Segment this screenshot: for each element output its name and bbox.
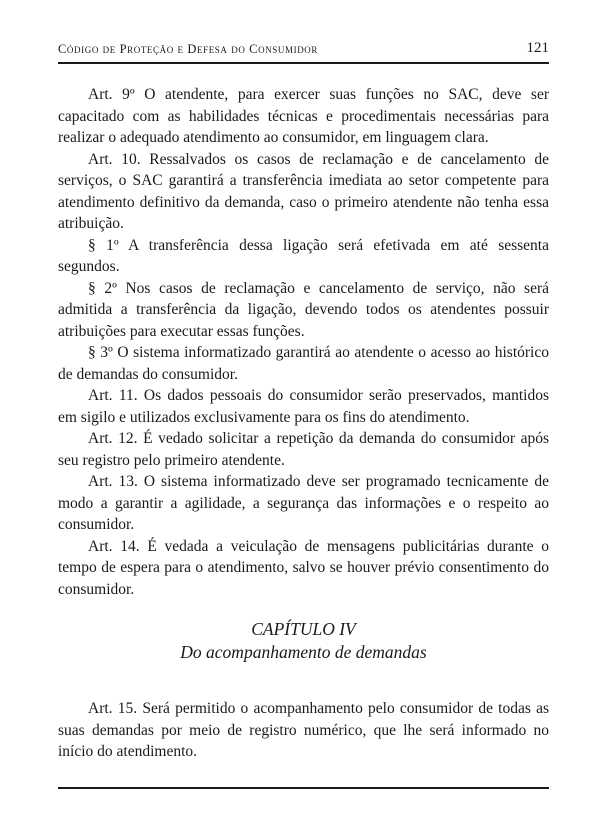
page-body [58, 84, 549, 763]
running-head: Código de Proteção e Defesa do Consumidor [58, 42, 319, 56]
article-10-paragraph-1: § 1º A transferência dessa ligação será efetivada em até sessenta segundos. [58, 236, 549, 275]
chapter-heading [58, 618, 549, 664]
footer-rule [58, 787, 549, 789]
chapter-title: CAPÍTULO IV [251, 619, 356, 639]
article-13: Art. 13. O sistema informatizado deve ser programado tecnicamente de modo a garantir a agilidade, a segurança das informações e o respeito ao consumidor. [58, 473, 549, 533]
page-header [58, 40, 549, 62]
article-10: Art. 10. Ressalvados os casos de reclamação e de cancelamento de serviços, o SAC garantirá a transferência imediata ao setor competente para atendimento definitivo da demanda, caso o primeiro atendente não tenha essa atribuição. [58, 150, 549, 232]
article-15: Art. 15. Será permitido o acompanhamento pelo consumidor de todas as suas demandas por meio de registro numérico, que lhe será informado no início do atendimento. [58, 700, 549, 760]
page-number: 121 [526, 40, 549, 56]
article-11: Art. 11. Os dados pessoais do consumidor serão preservados, mantidos em sigilo e utilizados exclusivamente para os fins do atendimento. [58, 387, 549, 426]
chapter-subtitle: Do acompanhamento de demandas [180, 642, 427, 662]
article-10-paragraph-3: § 3º O sistema informatizado garantirá ao atendente o acesso ao histórico de demandas do consumidor. [58, 344, 549, 383]
article-14: Art. 14. É vedada a veiculação de mensagens publicitárias durante o tempo de espera para o atendimento, salvo se houver prévio consentimento do consumidor. [58, 537, 549, 598]
article-9: Art. 9º O atendente, para exercer suas funções no SAC, deve ser capacitado com as habilidades técnicas e procedimentais necessárias para realizar o adequado atendimento ao consumidor, em linguagem clara. [58, 86, 549, 146]
article-12: Art. 12. É vedado solicitar a repetição da demanda do consumidor após seu registro pelo primeiro atendente. [58, 430, 549, 469]
article-10-paragraph-2: § 2º Nos casos de reclamação e cancelamento de serviço, não será admitida a transferência da ligação, devendo todos os atendentes possuir atribuições para executar essas funções. [58, 279, 549, 340]
header-rule [58, 62, 549, 64]
